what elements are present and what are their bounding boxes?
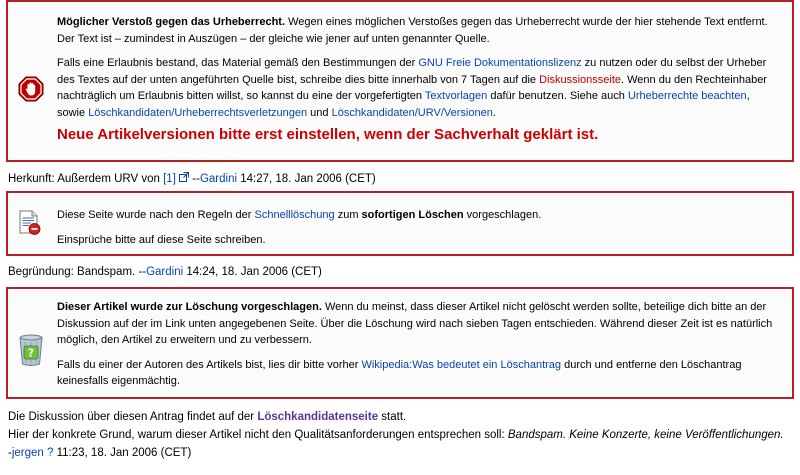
copyright-intro: Möglicher Verstoß gegen das Urheberrecht. Wegen eines möglichen Verstoßes gegen das Urheberrecht wurde der hier stehende Text entfernt. Der Text ist – zumindest in Auszügen – der gleiche wie jener auf unten genannter Quelle.: [57, 16, 768, 45]
urheberrechte-beachten-link[interactable]: Urheberrechte beachten: [627, 90, 747, 102]
reason-line: Begründung: Bandspam. --Gardini 14:24, 18. Jan 2006 (CET): [8, 266, 322, 278]
objection-text: Einsprüche bitte auf diese Seite schreiben.: [57, 233, 266, 246]
speedy-deletion-notice: [6, 191, 794, 256]
copyright-violation-notice: [6, 0, 794, 162]
stop-hand-icon: [18, 76, 44, 108]
svg-text:?: ?: [27, 346, 35, 360]
schnellloeschung-link[interactable]: Schnelllöschung: [254, 209, 335, 221]
deletion-title: Dieser Artikel wurde zur Löschung vorgeschlagen.: [57, 301, 322, 313]
gfdl-link[interactable]: GNU Freie Dokumentationslizenz: [418, 57, 582, 69]
source-line: Herkunft: Außerdem URV von [1] --Gardini 14:27, 18. Jan 2006 (CET): [8, 173, 376, 185]
external-link-icon: [179, 173, 189, 185]
source-ref-link[interactable]: [1]: [163, 173, 176, 185]
trash-bin-icon: [18, 333, 44, 373]
user-gardini-link-2[interactable]: Gardini: [146, 266, 184, 278]
discussion-footer: [8, 408, 788, 462]
speedy-deletion-text: Diese Seite wurde nach den Regeln der Schnelllöschung zum sofortigen Löschen vorgeschlagen.: [57, 209, 542, 221]
reason-text: Bandspam. Keine Konzerte, keine Veröffentlichungen.: [507, 429, 784, 441]
concrete-reason: Hier der konkrete Grund, warum dieser Artikel nicht den Qualitätsanforderungen entsprechen soll: Bandspam. Keine Konzerte, keine Veröffentlichungen. -jergen ? 11:23, 18. Jan 2006 (CET): [8, 429, 784, 459]
user-gardini-link[interactable]: Gardini: [199, 173, 238, 185]
lk-urv-link[interactable]: Löschkandidaten/Urheberrechtsverletzungen: [88, 106, 308, 119]
lk-urv-versionen-link[interactable]: Löschkandidaten/URV/Versionen: [331, 106, 493, 119]
deletion-request-intro: Dieser Artikel wurde zur Löschung vorgeschlagen. Wenn du meinst, dass dieser Artikel nicht gelöscht werden sollte, beteilige dich bitte an der Diskussion auf der im Link unten angegebenen Seite. Über die Löschung wird nach sieben Tagen entschieden. Während dieser Zeit ist es natürlich möglich, den Artikel zu erweitern und zu verbessern.: [57, 301, 773, 346]
warning-message: Neue Artikelversionen bitte erst einstellen, wenn der Sachverhalt geklärt ist.: [57, 126, 599, 143]
user-jergen-link[interactable]: jergen: [11, 447, 44, 459]
speedy-bold: sofortigen Löschen: [361, 209, 464, 221]
loeschkandidatenseite-link[interactable]: Löschkandidatenseite: [257, 411, 379, 423]
document-delete-icon: [18, 210, 42, 242]
copyright-instructions: Falls eine Erlaubnis bestand, das Material gemäß den Bestimmungen der GNU Freie Dokumentationslizenz zu nutzen oder du selbst der Urheber des Textes auf der unten angeführten Quelle bist, schreibe dies bitte innerhalb von 7 Tagen auf die Diskussionsseite. Wenn du den Rechteinhaber nachträglich um Erlaubnis bitten willst, so kannst du eine der vorgefertigten Textvorlagen dafür benutzen. Siehe auch Urheberrechte beachten, sowie Löschkandidaten/Urheberrechtsverletzungen und Löschkandidaten/URV/Versionen.: [57, 57, 767, 119]
user-jergen-talk-link[interactable]: ?: [47, 447, 54, 459]
copyright-title: Möglicher Verstoß gegen das Urheberrecht.: [57, 16, 286, 28]
deletion-authors-note: Falls du einer der Autoren des Artikels bist, lies dir bitte vorher Wikipedia:Was bedeutet ein Löschantrag durch und entferne den Löschantrag keinesfalls eigenmächtig.: [57, 358, 742, 387]
discussion-page-link[interactable]: Diskussionsseite: [539, 73, 622, 86]
wp-loeschantrag-link[interactable]: Wikipedia:Was bedeutet ein Löschantrag: [361, 358, 562, 371]
deletion-request-notice: [6, 287, 794, 399]
discussion-location: Die Diskussion über diesen Antrag findet auf der Löschkandidatenseite statt.: [8, 411, 407, 423]
textvorlagen-link[interactable]: Textvorlagen: [424, 90, 488, 102]
